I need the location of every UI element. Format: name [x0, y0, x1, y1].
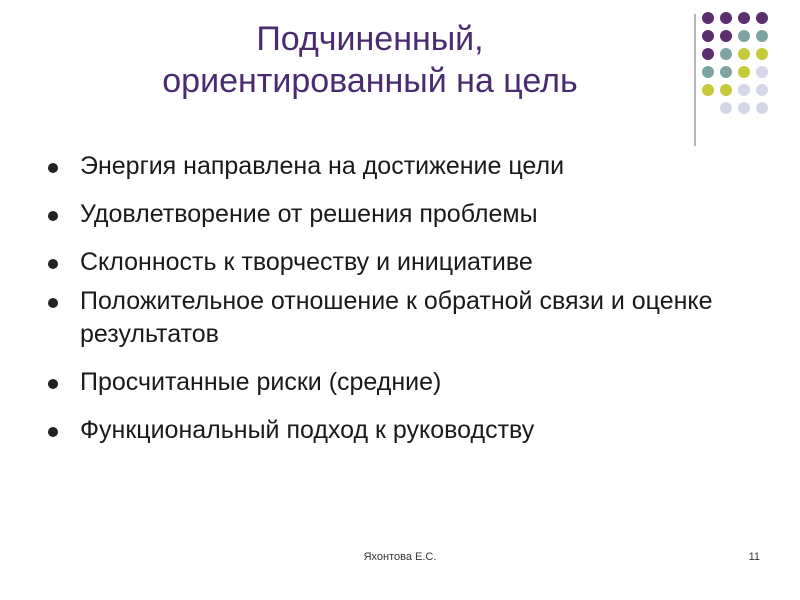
bullet-icon	[48, 211, 58, 221]
decor-dot	[720, 12, 732, 24]
decor-dot	[756, 102, 768, 114]
bullet-text: Положительное отношение к обратной связи и оценке результатов	[80, 287, 713, 348]
bullet-text: Склонность к творчеству и инициативе	[80, 248, 533, 276]
slide-title-line-2: ориентированный на цель	[162, 62, 578, 100]
bullet-text: Просчитанные риски (средние)	[80, 368, 442, 396]
decor-dot	[756, 48, 768, 60]
bullet-text: Энергия направлена на достижение цели	[80, 152, 565, 180]
decor-dot	[702, 12, 714, 24]
bullet-item	[46, 246, 726, 279]
bullet-text: Функциональный подход к руководству	[80, 416, 535, 444]
decor-dot	[720, 102, 732, 114]
bullet-text: Удовлетворение от решения проблемы	[80, 200, 538, 228]
decor-dot	[720, 30, 732, 42]
bullet-item	[46, 366, 726, 399]
bullet-item	[46, 285, 720, 351]
bullet-icon	[48, 379, 58, 389]
decor-dot	[738, 48, 750, 60]
decor-dot	[702, 84, 714, 96]
decor-dot	[720, 84, 732, 96]
decor-dot	[738, 84, 750, 96]
bullet-item	[46, 414, 726, 447]
decor-dot	[720, 66, 732, 78]
bullet-item	[46, 198, 726, 231]
decor-dot	[738, 12, 750, 24]
footer-author: Яхонтова Е.С.	[363, 551, 437, 563]
decor-dot	[756, 84, 768, 96]
slide-title	[90, 18, 650, 102]
decor-dot	[702, 30, 714, 42]
decor-dot	[756, 12, 768, 24]
decor-dot	[756, 66, 768, 78]
bullet-icon	[48, 427, 58, 437]
decor-dot	[738, 102, 750, 114]
bullet-list	[46, 150, 726, 447]
page-number: 11	[748, 551, 760, 563]
bullet-icon	[48, 259, 58, 269]
decor-dot	[702, 66, 714, 78]
title-divider	[694, 14, 696, 146]
bullet-icon	[48, 298, 58, 308]
decor-dot	[720, 48, 732, 60]
decor-dot	[738, 30, 750, 42]
slide-title-line-1: Подчиненный,	[256, 20, 484, 58]
bullet-item	[46, 150, 726, 183]
decor-dot	[738, 66, 750, 78]
decor-dot	[702, 48, 714, 60]
decorative-dot-grid	[698, 10, 798, 130]
bullet-icon	[48, 163, 58, 173]
decor-dot	[756, 30, 768, 42]
